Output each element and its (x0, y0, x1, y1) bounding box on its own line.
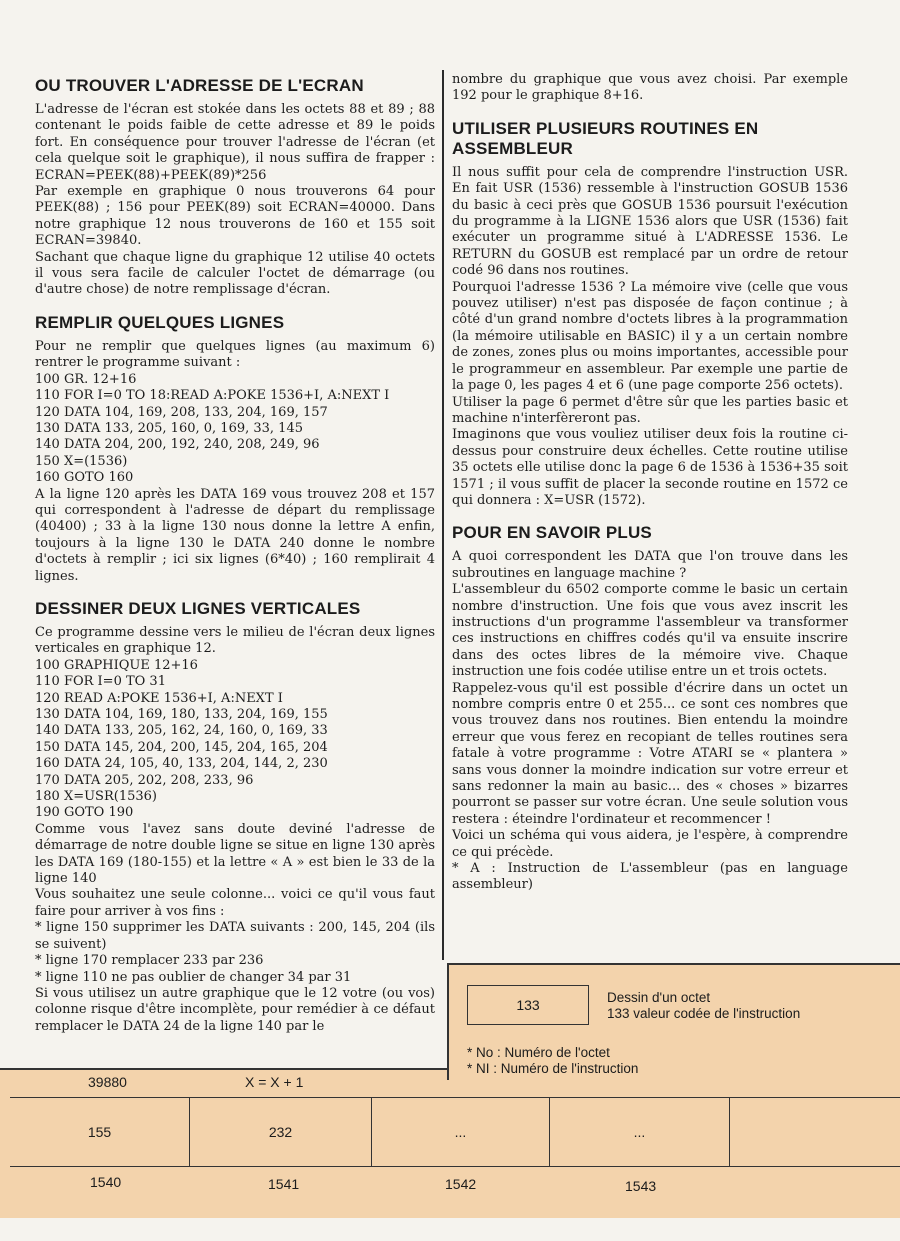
section-vertical-lines (35, 599, 435, 1035)
code-line: 140 DATA 204, 200, 192, 240, 208, 249, 96 (35, 437, 320, 453)
right-column (452, 72, 848, 908)
list-item: * ligne 150 supprimer les DATA suivants : 200, 145, 204 (ils se suivent) (35, 920, 435, 952)
paragraph: Utiliser la page 6 permet d'être sûr que les parties basic et machine n'interfèreront pas. (452, 394, 848, 426)
code-line: 100 GRAPHIQUE 12+16 (35, 657, 198, 673)
section-title: OU TROUVER L'ADRESSE DE L'ECRAN (35, 76, 364, 95)
memory-row (10, 1097, 900, 1167)
band-label-increment: X = X + 1 (245, 1074, 304, 1090)
section-multiple-routines (452, 119, 848, 510)
code-line: 110 FOR I=0 TO 18:READ A:POKE 1536+I, A:NEXT I (35, 388, 390, 404)
paragraph: Si vous utilisez un autre graphique que le 12 votre (ou vos) colonne risque d'être incomplète, pour remédier à ce défaut remplacer le DATA 24 de la ligne 140 par le (35, 985, 435, 1034)
paragraph: Vous souhaitez une seule colonne... voici ce qu'il vous faut faire pour arriver à vos fins : (35, 887, 435, 919)
code-line: 120 DATA 104, 169, 208, 133, 204, 169, 157 (35, 404, 328, 420)
column-divider (442, 70, 444, 960)
memory-cell: 155 (10, 1098, 190, 1166)
code-block (35, 372, 435, 487)
code-line: 130 DATA 104, 169, 180, 133, 204, 169, 155 (35, 707, 328, 722)
paragraph: Pour ne remplir que quelques lignes (au maximum 6) rentrer le programme suivant : (35, 338, 435, 371)
paragraph: Pourquoi l'adresse 1536 ? La mémoire vive (celle que vous pouvez utiliser) n'est pas disposée de façon continue ; à côté d'un grand nombre d'octets libres à la programmation (la mémoire utilisable en BASIC) il y a un certain nombre de zones, zones plus ou moins importantes, accessible pour le programmeur en assembleur. Par exemple une partie de la page 0, les pages 4 et 6 (une page comporte 256 octets). (452, 279, 848, 394)
section-title: REMPLIR QUELQUES LIGNES (35, 312, 285, 332)
paragraph: Il nous suffit pour cela de comprendre l'instruction USR. En fait USR (1536) ressemble à l'instruction GOSUB 1536 du basic à ceci près que GOSUB 1536 poursuit l'exécution du programme à la LIGNE 1536 alors que USR (1536) fait exécuter un programme situé à L'ADRESSE 1536. Le RETURN du GOSUB est remplacé par un ordre de retour codé 96 dans nos routines. (452, 164, 848, 279)
paragraph: A quoi correspondent les DATA que l'on trouve dans les subroutines en language machine ? (452, 549, 848, 581)
paragraph: * A : Instruction de L'assembleur (pas en language assembleur) (452, 861, 848, 893)
octet-address: 1543 (625, 1178, 657, 1194)
paragraph: L'assembleur du 6502 comporte comme le basic un certain nombre d'instruction. Une fois que vous avez inscrit les instructions d'un programme l'assembleur va transformer ces instructions en chiffres codés qu'il va ensuite inscrire dans des octes libres de la mémoire vive. Chaque instruction une fois codée utilise entre un et trois octets. (452, 582, 848, 680)
code-line: 160 GOTO 160 (35, 470, 134, 486)
section-title: DESSINER DEUX LIGNES VERTICALES (35, 598, 361, 618)
code-line: 150 DATA 145, 204, 200, 145, 204, 165, 204 (35, 739, 328, 755)
continuation (452, 72, 848, 105)
octet-address: 1541 (268, 1176, 300, 1192)
section-title: POUR EN SAVOIR PLUS (452, 523, 652, 543)
legend-line: 133 valeur codée de l'instruction (607, 1006, 801, 1021)
paragraph: Imaginons que vous vouliez utiliser deux fois la routine ci-dessus pour construire deux échelles. Cette routine utilise 35 octets elle utilise donc la page 6 de 1536 à 1536+35 soit 1571 ; il vous suffit de placer la seconde routine en 1572 ce qui donnera : X=USR (1572). (452, 427, 848, 508)
paragraph: Rappelez-vous qu'il est possible d'écrire dans un octet un nombre compris entre 0 et 255... ce sont ces nombres que vous trouvez dans nos routines. Bien entendu la moindre erreur que vous ferez en recopiant de telles routines sera fatale à votre programme : Votre ATARI se « plantera » sans vous donner la moindre indication sur votre erreur et sans redonner la main au basic... des « choses » bizarres pourront se passer sur votre écran. Une seule solution vous restera : éteindre l'ordinateur et recommencer ! (452, 680, 848, 827)
code-line: 160 DATA 24, 105, 40, 133, 204, 144, 2, 230 (35, 756, 328, 772)
legend-note: * No : Numéro de l'octet (467, 1045, 610, 1060)
instruction-list (35, 920, 435, 986)
memory-cell: ... (372, 1098, 550, 1166)
left-column (35, 76, 435, 1049)
paragraph: L'adresse de l'écran est stokée dans les octets 88 et 89 ; 88 contenant le poids faible de cette adresse et 89 le poids fort. En conséquence pour trouver l'adresse de l'écran (et cela quelque soit le graphique), il nous suffira de frapper : ECRAN=PEEK(88)+PEEK(89)*256 (35, 102, 435, 183)
code-line: 140 DATA 133, 205, 162, 24, 160, 0, 169, 33 (35, 723, 328, 739)
code-line: 190 GOTO 190 (35, 805, 134, 821)
octet-address: 1540 (90, 1174, 122, 1190)
section-learn-more (452, 523, 848, 894)
legend-note: * NI : Numéro de l'instruction (467, 1061, 639, 1076)
code-line: 150 X=(1536) (35, 453, 128, 469)
list-item: * ligne 110 ne pas oublier de changer 34 par 31 (35, 969, 352, 985)
paragraph: Ce programme dessine vers le milieu de l'écran deux lignes verticales en graphique 12. (35, 624, 435, 657)
code-block (35, 658, 435, 822)
paragraph: A la ligne 120 après les DATA 169 vous trouvez 208 et 157 qui correspondent à l'adresse de départ du remplissage (40400) ; 33 à la ligne 130 nous donne la lettre A enfin, toujours à la ligne 130 le DATA 240 donne le nombre d'octets à remplir ; ici six lignes (6*40) ; 160 remplirait 4 lignes. (35, 486, 435, 584)
memory-diagram-header (0, 1068, 447, 1098)
section-fill-lines (35, 313, 435, 585)
list-item: * ligne 170 remplacer 233 par 236 (35, 953, 264, 969)
code-line: 100 GR. 12+16 (35, 371, 137, 387)
octet-address: 1542 (445, 1176, 477, 1192)
paragraph: Comme vous l'avez sans doute deviné l'adresse de démarrage de notre double ligne se situe en ligne 130 après les DATA 169 (180-155) et la lettre « A » est bien le 33 de la ligne 140 (35, 821, 435, 887)
code-line: 120 READ A:POKE 1536+I, A:NEXT I (35, 690, 283, 706)
paragraph: Sachant que chaque ligne du graphique 12 utilise 40 octets il vous sera facile de calculer l'octet de démarrage (ou d'autre chose) de notre remplissage d'écran. (35, 249, 435, 298)
code-line: 170 DATA 205, 202, 208, 233, 96 (35, 772, 254, 788)
memory-cell: ... (550, 1098, 730, 1166)
legend-line: Dessin d'un octet (607, 990, 711, 1005)
section-title: UTILISER PLUSIEURS ROUTINES EN ASSEMBLEUR (452, 118, 759, 158)
band-label-address: 39880 (88, 1074, 127, 1090)
paragraph: Par exemple en graphique 0 nous trouverons 64 pour PEEK(88) ; 156 pour PEEK(89) soit ECRAN=40000. Dans notre graphique 12 nous trouverons de 160 et 155 soit ECRAN=39840. (35, 184, 435, 249)
code-line: 130 DATA 133, 205, 160, 0, 169, 33, 145 (35, 420, 303, 436)
section-screen-address (35, 76, 435, 299)
diagram-legend (447, 963, 900, 1080)
octet-sample-box: 133 (467, 985, 589, 1025)
memory-cell: 232 (190, 1098, 372, 1166)
code-line: 110 FOR I=0 TO 31 (35, 674, 166, 690)
code-line: 180 X=USR(1536) (35, 789, 157, 805)
paragraph: Voici un schéma qui vous aidera, je l'espère, à comprendre ce qui précède. (452, 828, 848, 860)
paragraph: nombre du graphique que vous avez choisi. Par exemple 192 pour le graphique 8+16. (452, 72, 848, 104)
